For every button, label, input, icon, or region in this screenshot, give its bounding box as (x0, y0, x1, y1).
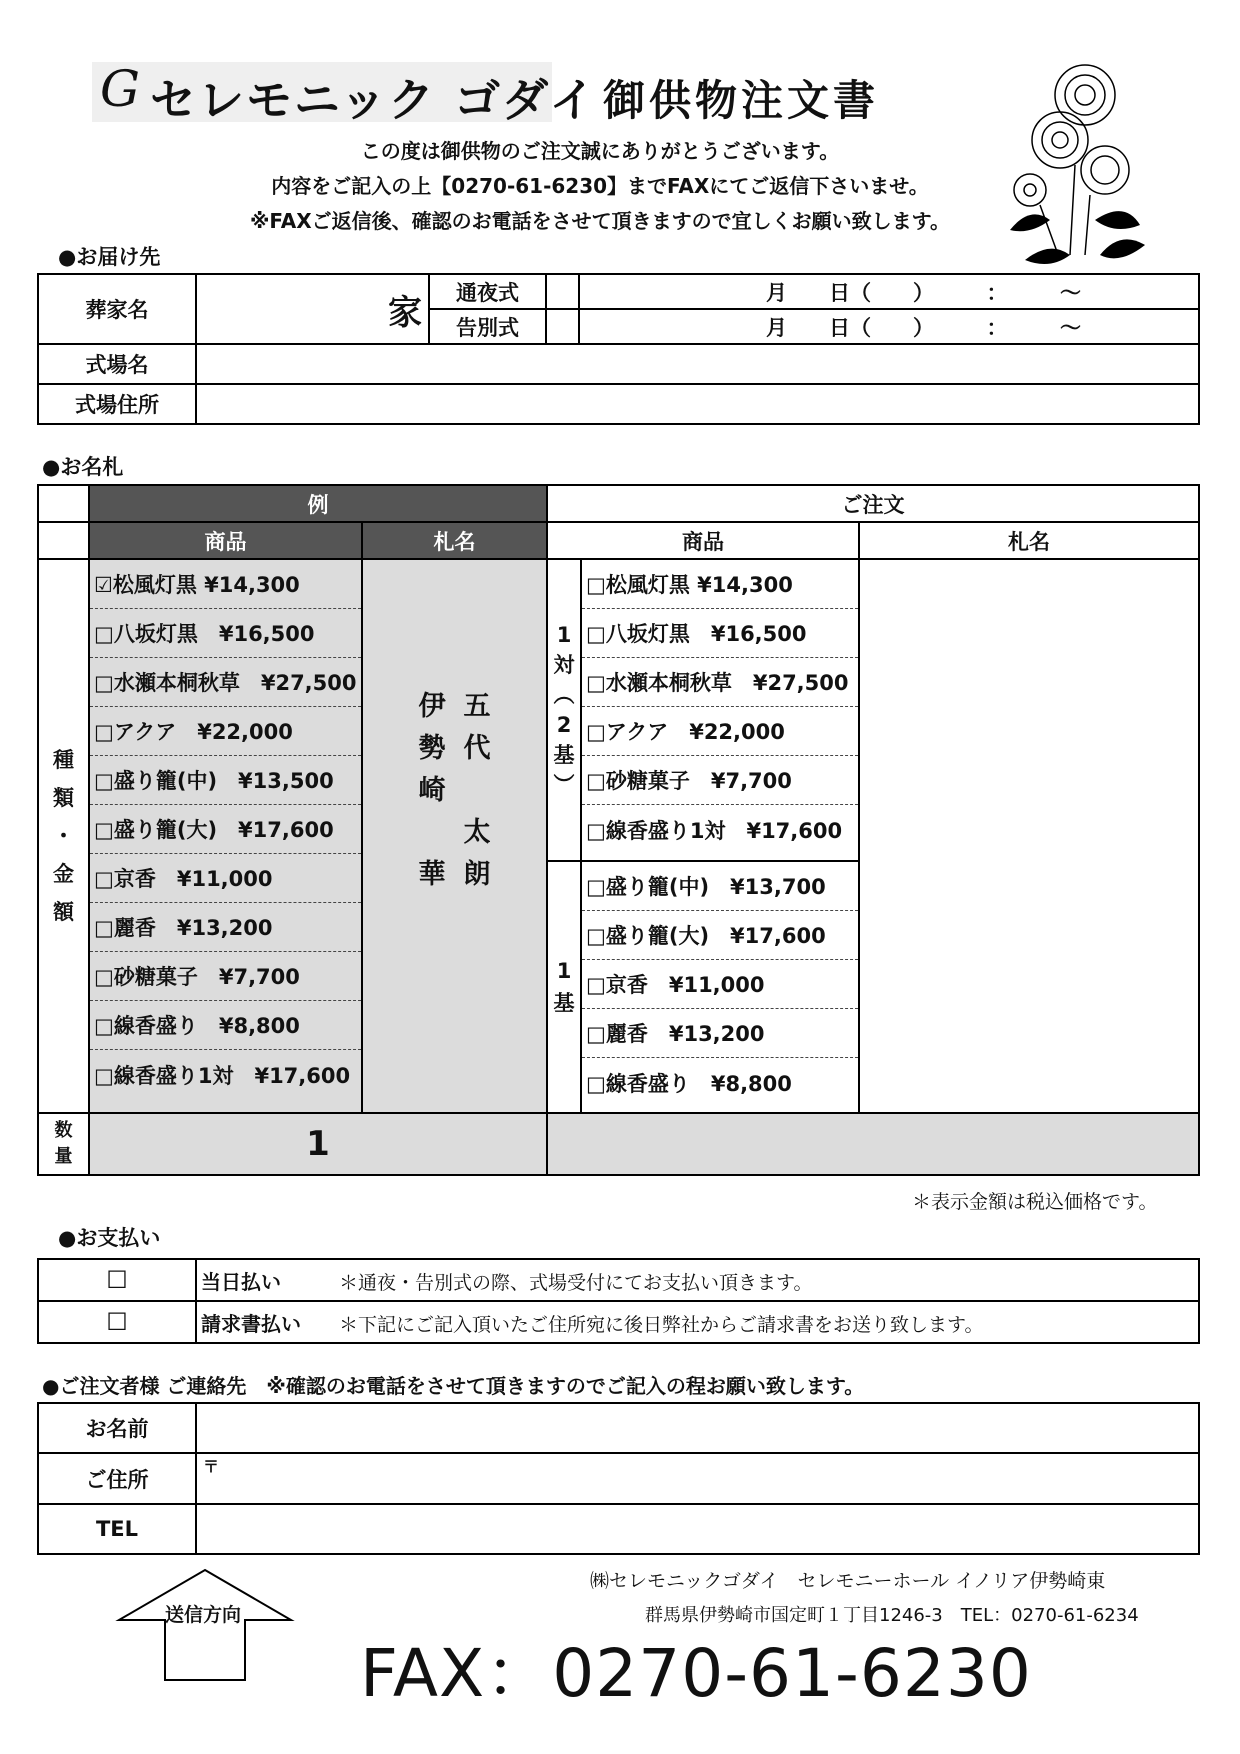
order-product-header: 商品 (547, 522, 859, 559)
footer-address: 群馬県伊勢崎市国定町１丁目1246-3 TEL：0270-61-6234 (645, 1605, 1139, 1626)
example-name-char: 太 (463, 817, 491, 848)
logo-mark-icon: G (100, 60, 140, 118)
same-day-desc: ＊通夜・告別式の際、式場受付にてお支払い頂きます。 (339, 1271, 813, 1294)
example-product-header: 商品 (89, 522, 362, 559)
kind-char: 種 (53, 748, 74, 772)
delivery-section-title: ●お届け先 (58, 245, 161, 269)
example-nametag-header: 札名 (362, 522, 547, 559)
pair-item-checkbox[interactable]: □砂糖菓子 ¥7,700 (582, 756, 858, 805)
tel-label: TEL (38, 1504, 196, 1554)
pair-label-char: 対 (553, 653, 575, 677)
invoice-checkbox[interactable]: ☐ (38, 1301, 196, 1343)
farewell-datetime-field[interactable]: 月 日（ ） ： ～ (579, 309, 1199, 344)
same-day-label: 当日払い (201, 1269, 281, 1294)
invoice-desc: ＊下記にご記入頂いたご住所宛に後日弊社からご請求書をお送り致します。 (339, 1313, 984, 1336)
tax-note: ＊表示金額は税込価格です。 (912, 1191, 1158, 1213)
pair-label-char: 2 (556, 713, 572, 737)
intro-line-3: ※FAXご返信後、確認のお電話をさせて頂きますので宜しくお願い致します。 (249, 209, 951, 233)
pair-item-checkbox[interactable]: □松風灯黒 ¥14,300 (582, 560, 858, 609)
wake-datetime-field[interactable]: 月 日（ ） ： ～ (579, 274, 1199, 309)
document-title: 御供物注文書 (603, 76, 880, 125)
single-item-checkbox[interactable]: □盛り籠(中) ¥13,700 (582, 862, 858, 911)
single-item-checkbox[interactable]: □線香盛り ¥8,800 (586, 1071, 792, 1096)
venue-label: 式場名 (38, 344, 196, 384)
example-name-char: 代 (463, 733, 491, 764)
single-label-char: 基 (553, 991, 575, 1015)
wake-checkbox[interactable] (546, 274, 579, 309)
pair-label-char: ︵ (553, 683, 575, 707)
intro-line-2: 内容をご記入の上【0270-61-6230】までFAXにてご返信下さいませ。 (271, 174, 929, 198)
single-item-checkbox[interactable]: □盛り籠(大) ¥17,600 (582, 911, 858, 960)
kind-char: 類 (53, 786, 74, 810)
corner-cell (38, 485, 89, 522)
venue-field[interactable] (196, 344, 1199, 384)
kind-char: ・ (53, 824, 74, 848)
example-item: □線香盛り1対 ¥17,600 (94, 1063, 351, 1088)
chrysanthemum-illustration-icon (1000, 55, 1150, 275)
funeral-family-label: 葬家名 (38, 274, 196, 344)
company-logo-text: セレモニック ゴダイ (150, 73, 598, 127)
example-item: □盛り籠(中) ¥13,500 (90, 756, 361, 805)
intro-line-1: この度は御供物のご注文誠にありがとうございます。 (360, 139, 840, 163)
pair-item-checkbox[interactable]: □線香盛り1対 ¥17,600 (586, 818, 843, 843)
kind-char: 額 (53, 900, 74, 924)
pair-item-checkbox[interactable]: □八坂灯黒 ¥16,500 (582, 609, 858, 658)
order-header: ご注文 (547, 485, 1199, 522)
pair-label-char: ︶ (553, 773, 575, 797)
pair-label-char: 1 (556, 623, 572, 647)
nafuda-table (37, 484, 1200, 1176)
qty-char: 数 (54, 1120, 73, 1141)
single-item-checkbox[interactable]: □京香 ¥11,000 (582, 960, 858, 1009)
example-name-char: 五 (463, 691, 491, 722)
pair-label-char: 基 (553, 743, 575, 767)
family-name-field[interactable] (196, 274, 429, 344)
kind-price-label (38, 559, 89, 1113)
example-item: □麗香 ¥13,200 (90, 903, 361, 952)
footer-company: ㈱セレモニックゴダイ セレモニーホール イノリア伊勢崎東 (590, 1570, 1106, 1592)
pair-item-checkbox[interactable]: □水瀬本桐秋草 ¥27,500 (582, 658, 858, 707)
kind-char: 金 (53, 862, 74, 886)
fax-number: FAX：0270-61-6230 (360, 1635, 1032, 1712)
example-name-char: 伊 (418, 691, 446, 722)
pair-item-checkbox[interactable]: □アクア ¥22,000 (582, 707, 858, 756)
example-item: □水瀬本桐秋草 ¥27,500 (90, 658, 361, 707)
name-label: お名前 (38, 1403, 196, 1453)
ie-suffix: 家 (388, 292, 422, 333)
single-item-checkbox[interactable]: □麗香 ¥13,200 (582, 1009, 858, 1058)
example-item: □八坂灯黒 ¥16,500 (90, 609, 361, 658)
example-item: ☑松風灯黒 ¥14,300 (90, 560, 361, 609)
same-day-checkbox[interactable]: ☐ (38, 1259, 196, 1301)
nafuda-section-title: ●お名札 (42, 455, 124, 479)
wake-label: 通夜式 (429, 274, 546, 309)
address-label: ご住所 (38, 1453, 196, 1504)
example-item: □砂糖菓子 ¥7,700 (90, 952, 361, 1001)
invoice-label: 請求書払い (201, 1311, 301, 1336)
single-label-char: 1 (556, 959, 572, 983)
order-quantity-field[interactable] (547, 1113, 1199, 1175)
example-name-tag (362, 559, 547, 1113)
farewell-checkbox[interactable] (546, 309, 579, 344)
venue-address-field[interactable] (196, 384, 1199, 424)
single-label (547, 861, 581, 1113)
example-item: □アクア ¥22,000 (90, 707, 361, 756)
tel-field[interactable] (196, 1504, 1199, 1554)
qty-char: 量 (54, 1146, 73, 1167)
pair-label (547, 559, 581, 861)
example-name-char: 崎 (418, 775, 446, 806)
corner-cell-2 (38, 522, 89, 559)
send-direction-label: 送信方向 (165, 1604, 242, 1626)
payment-table (37, 1258, 1200, 1344)
contact-table (37, 1402, 1200, 1555)
example-name-char: 朗 (463, 859, 491, 890)
example-name-char: 華 (418, 859, 446, 890)
example-name-char: 勢 (418, 733, 446, 764)
single-product-list (581, 861, 859, 1113)
example-item: □線香盛り ¥8,800 (90, 1001, 361, 1050)
postal-mark: 〒 (203, 1457, 220, 1476)
quantity-label (38, 1113, 89, 1175)
address-field[interactable] (196, 1453, 1199, 1504)
delivery-table (37, 273, 1200, 425)
farewell-label: 告別式 (429, 309, 546, 344)
payment-section-title: ●お支払い (58, 1226, 161, 1250)
name-field[interactable] (196, 1403, 1199, 1453)
venue-address-label: 式場住所 (38, 384, 196, 424)
order-name-tag-field[interactable] (859, 559, 1199, 1113)
example-item: □京香 ¥11,000 (90, 854, 361, 903)
example-item: □盛り籠(大) ¥17,600 (90, 805, 361, 854)
contact-section-title: ●ご注文者様 ご連絡先 ※確認のお電話をさせて頂きますのでご記入の程お願い致します。 (42, 1374, 865, 1398)
example-product-list (89, 559, 362, 1113)
example-header: 例 (89, 485, 547, 522)
pair-product-list (581, 559, 859, 861)
order-nametag-header: 札名 (859, 522, 1199, 559)
example-quantity: 1 (89, 1113, 547, 1175)
